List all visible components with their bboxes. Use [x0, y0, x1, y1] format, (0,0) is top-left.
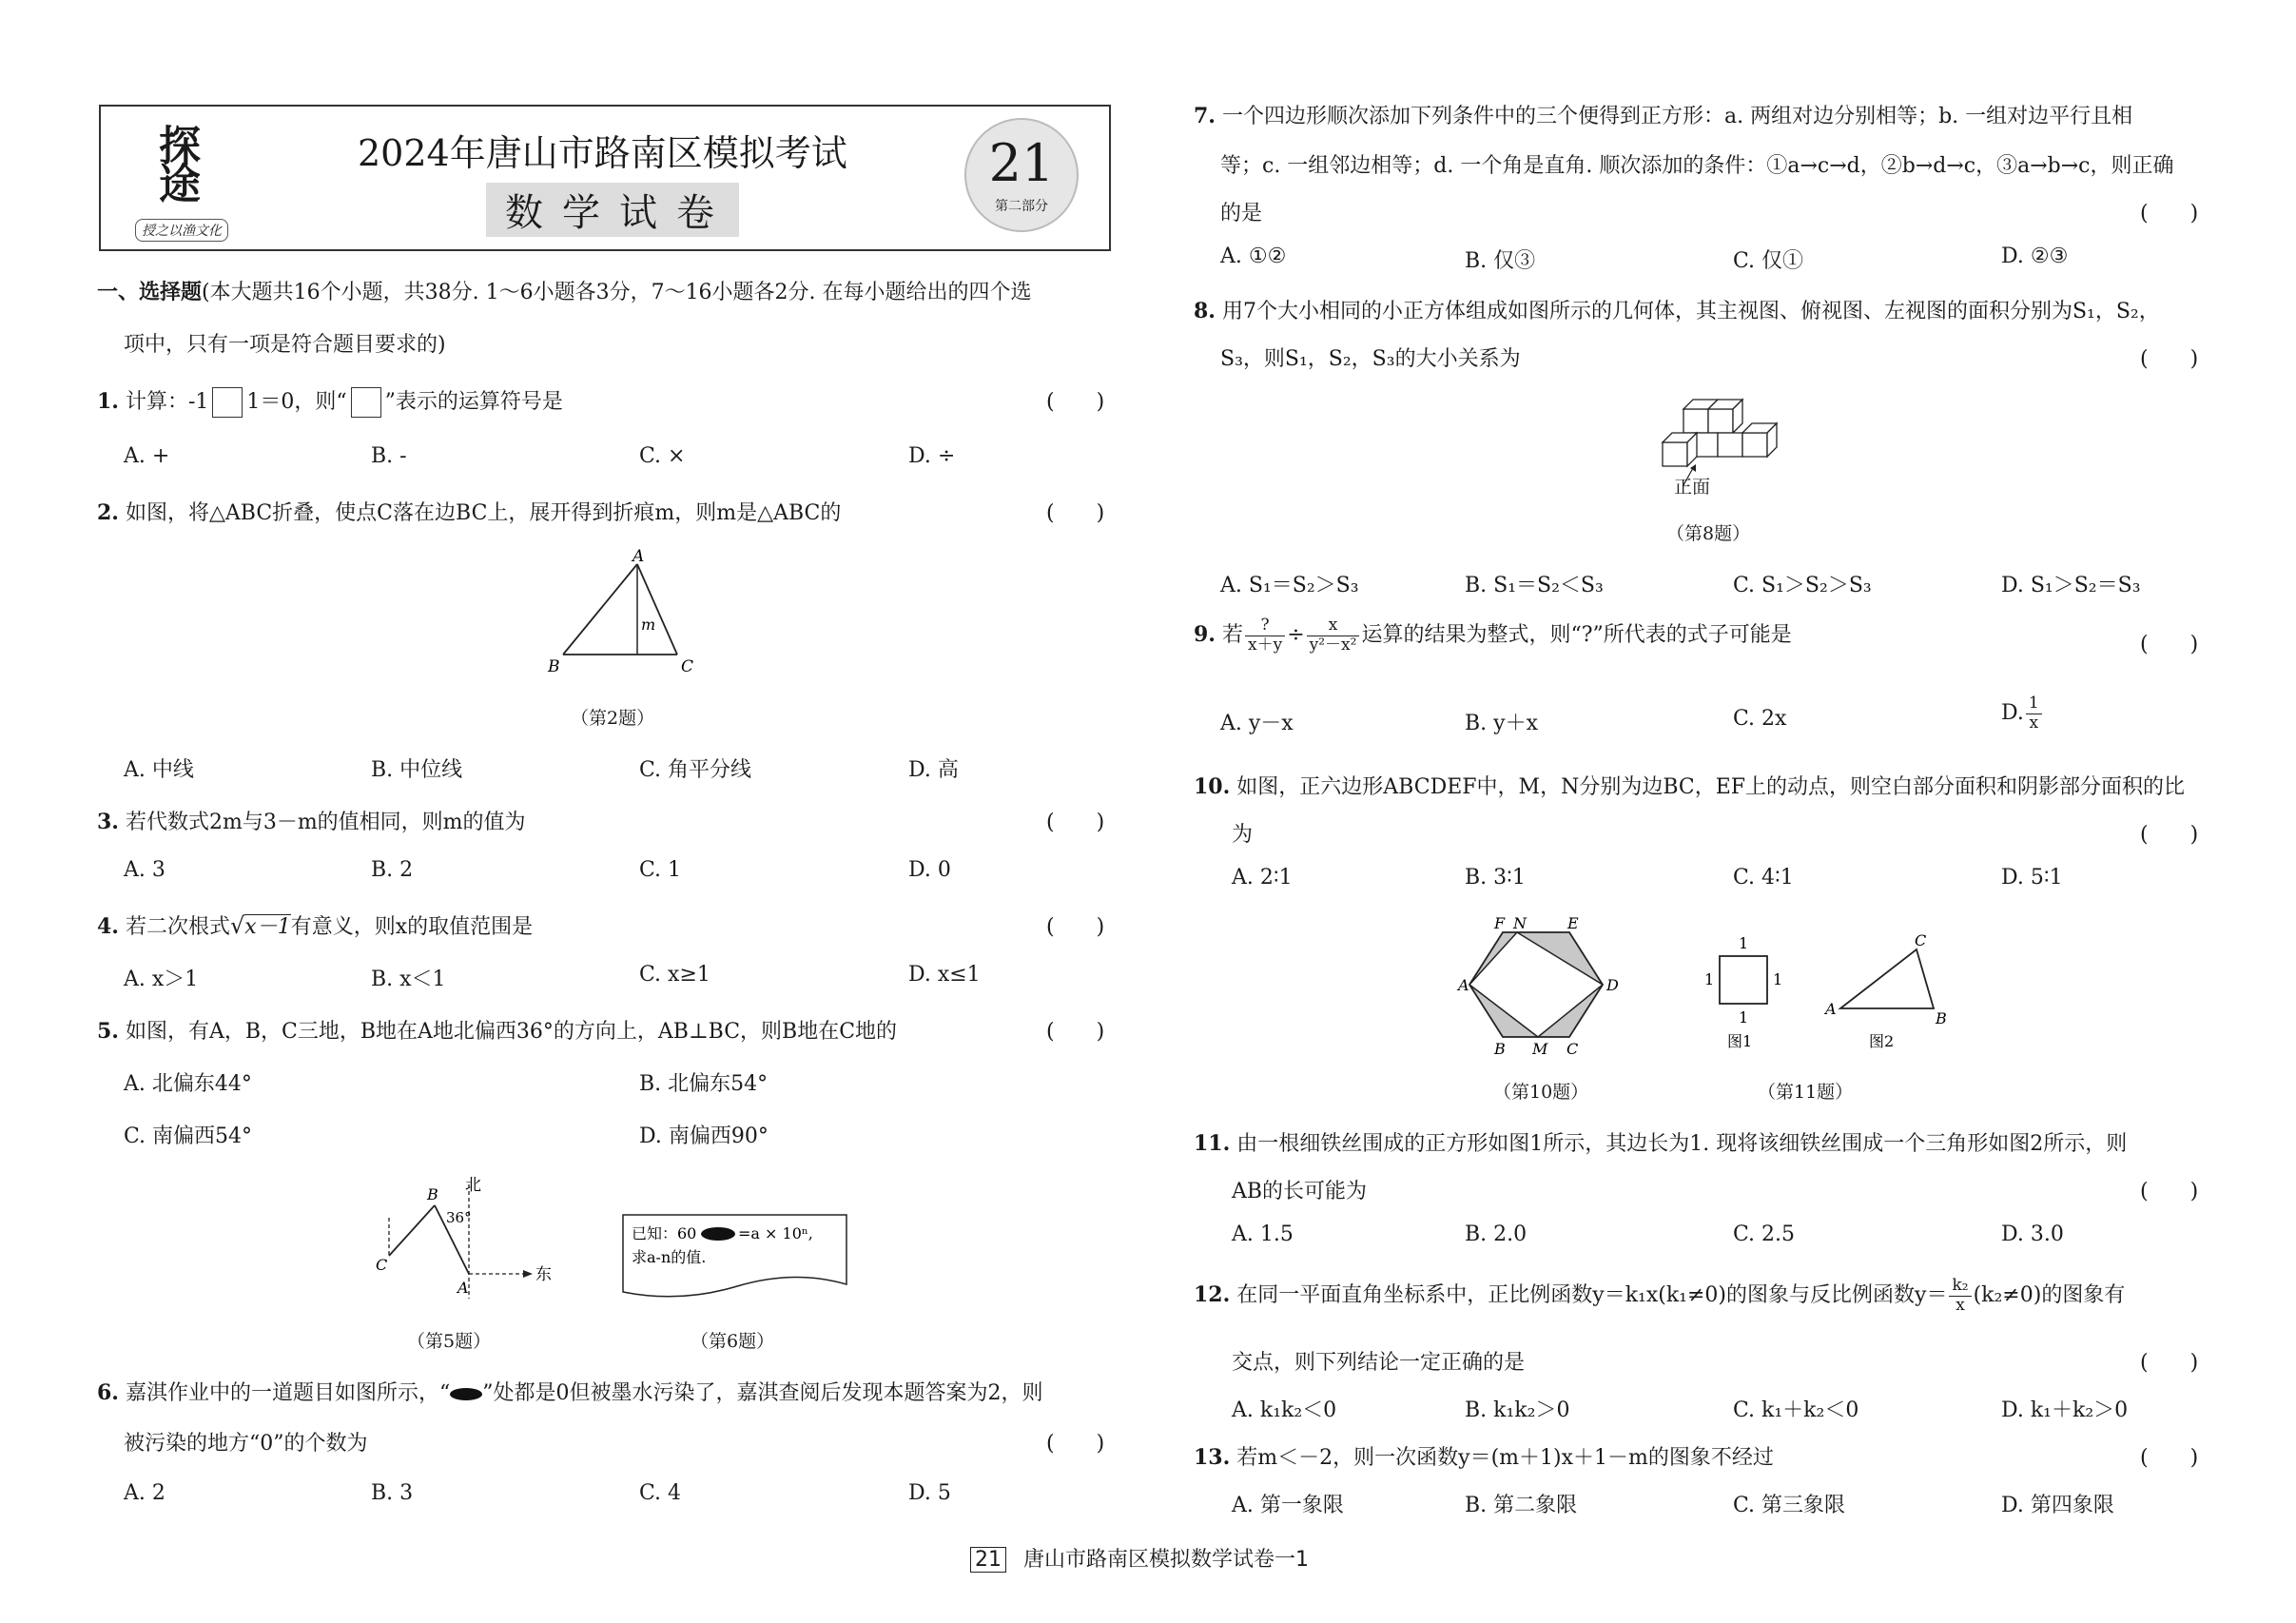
numerator: k₂ — [1949, 1277, 1971, 1297]
denominator: x — [2029, 713, 2039, 733]
question-number: 1. — [97, 389, 119, 414]
option-c: C. 4 — [639, 1481, 682, 1505]
label-angle: 36° — [446, 1209, 472, 1226]
side-left: 1 — [1704, 970, 1715, 988]
blank-box — [351, 387, 381, 418]
figure-q6-card — [618, 1210, 856, 1305]
option-c: C. x≥1 — [639, 963, 710, 987]
option-d: D. 5∶1 — [2001, 866, 2063, 890]
question-text: 有意义，则x的取值范围是 — [290, 915, 534, 939]
option-c: C. × — [639, 444, 686, 468]
figure-caption: （第11题） — [1758, 1082, 1854, 1103]
label-b: B — [548, 657, 560, 676]
question-9 — [1194, 616, 1792, 655]
question-12 — [1194, 1277, 2125, 1315]
question-number: 6. — [97, 1380, 119, 1405]
question-number: 13. — [1194, 1445, 1231, 1470]
question-text: 由一根细铁丝围成的正方形如图1所示，其边长为1. 现将该细铁丝围成一个三角形如图2所示，则 — [1236, 1132, 2128, 1156]
question-number: 4. — [97, 914, 119, 939]
option-c: C. 1 — [639, 858, 682, 882]
footer-number: 21 — [970, 1547, 1006, 1573]
answer-bracket: ( ) — [1046, 501, 1105, 525]
option-d: D. 高 — [908, 758, 959, 782]
option-d: D. k₁＋k₂＞0 — [2001, 1398, 2129, 1422]
option-a: A. x＞1 — [124, 968, 199, 991]
section-description-cont: 项中，只有一项是符合题目要求的) — [124, 333, 446, 357]
fraction-2 — [1307, 616, 1360, 655]
figure-q5-directions — [366, 1175, 556, 1308]
question-text: 如图，正六边形ABCDEF中，M，N分别为边BC，EF上的动点，则空白部分面积和阴影部分面积的比 — [1236, 775, 2186, 799]
label-a: A — [1825, 1000, 1837, 1018]
section-title: 一、选择题 — [97, 280, 203, 304]
answer-bracket: ( ) — [2140, 1351, 2199, 1375]
option-b: B. 3∶1 — [1465, 866, 1526, 890]
blank-box — [212, 387, 243, 418]
answer-bracket: ( ) — [2140, 823, 2199, 847]
question-1 — [97, 385, 563, 418]
option-a: A. k₁k₂＜0 — [1232, 1398, 1337, 1422]
option-a: A. 1.5 — [1232, 1222, 1294, 1246]
option-b: B. - — [371, 444, 407, 468]
label-m: M — [1532, 1040, 1548, 1058]
logo-subtitle: 授之以渔文化 — [135, 219, 228, 242]
figure-caption: （第6题） — [691, 1331, 775, 1352]
question-number: 11. — [1194, 1131, 1231, 1156]
question-8 — [1194, 295, 2160, 324]
question-text-cont: 的是 — [1220, 202, 1263, 225]
option-a: A. 2 — [124, 1481, 165, 1505]
question-text-cont: S₃，则S₁，S₂，S₃的大小关系为 — [1220, 347, 1521, 371]
option-c: C. 4∶1 — [1733, 866, 1794, 890]
answer-bracket: ( ) — [2140, 633, 2199, 656]
option-a: A. 中线 — [124, 758, 194, 782]
label-c: C — [1566, 1040, 1579, 1058]
option-b: B. 2 — [371, 858, 414, 882]
question-number: 3. — [97, 810, 119, 834]
figure-caption: （第8题） — [1666, 523, 1751, 544]
question-text: 一个四边形顺次添加下列条件中的三个便得到正方形：a. 两组对边分别相等；b. 一组对边平行且相 — [1221, 105, 2133, 128]
question-text: 运算的结果为整式，则“?”所代表的式子可能是 — [1361, 623, 1792, 648]
question-11 — [1194, 1127, 2127, 1157]
option-b: B. 中位线 — [371, 758, 463, 782]
label-e: E — [1567, 914, 1579, 932]
option-c: C. 2.5 — [1733, 1222, 1796, 1246]
figure-caption: （第10题） — [1493, 1082, 1589, 1103]
option-d: D. 5 — [908, 1481, 951, 1505]
card-text-1: 已知：60 — [632, 1224, 697, 1242]
question-number: 10. — [1194, 774, 1231, 799]
ink-blot-inline — [450, 1388, 482, 1400]
option-b: B. 仅③ — [1465, 249, 1536, 273]
question-13 — [1194, 1441, 1774, 1471]
figure-caption: （第2题） — [571, 708, 655, 729]
question-text: 如图，将△ABC折叠，使点C落在边BC上，展开得到折痕m，则m是△ABC的 — [125, 501, 842, 525]
label-east: 东 — [535, 1265, 552, 1284]
label-a: A — [457, 1279, 469, 1297]
label-m: m — [641, 616, 656, 634]
option-b: B. 北偏东54° — [639, 1072, 769, 1096]
option-a: A. 第一象限 — [1232, 1494, 1344, 1517]
question-number: 9. — [1194, 622, 1216, 648]
option-c: C. 第三象限 — [1733, 1494, 1846, 1517]
answer-bracket: ( ) — [1046, 1432, 1105, 1456]
question-number: 5. — [97, 1019, 119, 1044]
question-7 — [1194, 100, 2132, 129]
option-b: B. k₁k₂＞0 — [1465, 1398, 1570, 1422]
label-c: C — [376, 1256, 388, 1274]
option-a: A. 北偏东44° — [124, 1072, 252, 1096]
divide-sign: ÷ — [1287, 623, 1305, 648]
option-c: C. 南偏西54° — [124, 1124, 253, 1148]
question-text: (k₂≠0)的图象有 — [1973, 1283, 2126, 1308]
question-text-cont: 为 — [1232, 823, 1254, 847]
logo-mark: 探途 — [151, 124, 200, 200]
option-d: D. ②③ — [2001, 244, 2069, 268]
ink-blot — [701, 1227, 735, 1241]
answer-bracket: ( ) — [1046, 1020, 1105, 1044]
figure-q10-hexagon — [1460, 913, 1622, 1056]
option-b: B. y＋x — [1465, 712, 1538, 735]
question-2 — [97, 497, 841, 526]
option-b: B. x＜1 — [371, 968, 446, 991]
answer-bracket: ( ) — [1046, 915, 1105, 939]
label-c: C — [681, 657, 694, 676]
question-text: 若m＜－2，则一次函数y＝(m＋1)x＋1－m的图象不经过 — [1236, 1446, 1774, 1470]
fraction-1 — [1245, 616, 1285, 655]
fraction-k2-x — [1949, 1277, 1971, 1315]
option-c: C. 2x — [1733, 707, 1787, 731]
front-label: 正面 — [1674, 477, 1711, 498]
question-number: 12. — [1194, 1282, 1231, 1308]
question-3 — [97, 806, 526, 835]
figure-caption: （第5题） — [407, 1331, 492, 1352]
fraction-option-d — [2026, 694, 2042, 733]
badge-number: 21 — [988, 133, 1055, 193]
answer-bracket: ( ) — [1046, 390, 1105, 414]
figure-q11-square — [1703, 928, 1783, 1061]
option-a: A. 3 — [124, 858, 165, 882]
answer-bracket: ( ) — [1046, 811, 1105, 834]
option-a: A. ①② — [1220, 244, 1287, 268]
section-description: (本大题共16个小题，共38分. 1～6小题各3分，7～16小题各2分. 在每小题给出的四个选 — [202, 281, 1032, 304]
question-text: ”处都是0但被墨水污染了，嘉淇查阅后发现本题答案为2，则 — [482, 1381, 1043, 1405]
label-a: A — [1458, 976, 1469, 994]
question-text-cont: 交点，则下列结论一定正确的是 — [1232, 1351, 1526, 1375]
sqrt-sign: √ — [229, 912, 245, 939]
numerator: ? — [1245, 616, 1285, 636]
option-a: A. 2∶1 — [1232, 866, 1293, 890]
question-text: 如图，有A，B，C三地，B地在A地北偏西36°的方向上，AB⊥BC，则B地在C地的 — [125, 1020, 898, 1044]
question-text: 若二次根式 — [125, 915, 230, 939]
question-text: 若 — [1221, 623, 1243, 648]
option-d: D. 南偏西90° — [639, 1124, 769, 1148]
page-footer — [970, 1543, 1309, 1573]
option-d: D. 0 — [908, 858, 951, 882]
question-text: 计算：-1 — [125, 390, 209, 414]
denominator: x＋y — [1247, 635, 1283, 655]
answer-bracket: ( ) — [2140, 1446, 2199, 1470]
question-text: 在同一平面直角坐标系中，正比例函数y＝k₁x(k₁≠0)的图象与反比例函数y＝ — [1236, 1283, 1948, 1308]
exam-header — [99, 105, 1111, 251]
question-text: ”表示的运算符号是 — [384, 390, 563, 414]
figure-q2-triangle — [542, 547, 694, 676]
question-text: 嘉淇作业中的一道题目如图所示，“ — [125, 1381, 451, 1405]
label-b: B — [1936, 1009, 1947, 1027]
exam-subtitle: 数学试卷 — [486, 183, 739, 237]
question-5 — [97, 1015, 897, 1045]
label-c: C — [1915, 931, 1927, 949]
option-d: D. 第四象限 — [2001, 1494, 2114, 1517]
question-text-cont: 等；c. 一组邻边相等；d. 一个角是直角. 顺次添加的条件：①a→c→d，②b→d→c，③a→b→c，则正确 — [1220, 154, 2174, 178]
side-top: 1 — [1739, 934, 1749, 952]
fig2-label: 图2 — [1869, 1032, 1895, 1050]
label-b: B — [427, 1185, 438, 1203]
label-f: F — [1494, 914, 1506, 932]
question-number: 2. — [97, 500, 119, 525]
question-10 — [1194, 771, 2185, 800]
option-d: D. ÷ — [908, 444, 956, 468]
option-b: B. 第二象限 — [1465, 1494, 1578, 1517]
option-c: C. S₁＞S₂＞S₃ — [1733, 574, 1872, 597]
option-d-label: D. — [2001, 701, 2024, 726]
denominator: y²－x² — [1309, 635, 1357, 655]
denominator: x — [1955, 1295, 1965, 1315]
question-text-cont: 被污染的地方“0”的个数为 — [124, 1432, 368, 1456]
question-text: 若代数式2m与3－m的值相同，则m的值为 — [125, 811, 526, 834]
label-d: D — [1606, 976, 1619, 994]
figure-q11-triangle — [1821, 932, 1945, 1056]
question-6 — [97, 1377, 1042, 1406]
side-bottom: 1 — [1739, 1008, 1749, 1027]
option-b: B. 2.0 — [1465, 1222, 1527, 1246]
side-right: 1 — [1773, 970, 1783, 988]
badge-part-text: 第二部分 — [995, 199, 1048, 214]
question-number: 7. — [1194, 104, 1216, 128]
option-a: A. + — [124, 444, 170, 468]
option-a: A. S₁＝S₂＞S₃ — [1220, 574, 1359, 597]
option-c: C. 角平分线 — [639, 758, 752, 782]
option-d — [2001, 694, 2044, 733]
answer-bracket: ( ) — [2140, 347, 2199, 371]
answer-bracket: ( ) — [2140, 1180, 2199, 1203]
card-text-2: 求a-n的值. — [632, 1248, 707, 1266]
option-d: D. S₁＞S₂＝S₃ — [2001, 574, 2141, 597]
option-b: B. S₁＝S₂＜S₃ — [1465, 574, 1604, 597]
publisher-logo — [139, 124, 243, 239]
option-c: C. 仅① — [1733, 249, 1804, 273]
numerator: 1 — [2026, 694, 2042, 714]
answer-bracket: ( ) — [2140, 202, 2199, 225]
card-text-1b: =a × 10ⁿ, — [738, 1224, 813, 1242]
exam-number-badge — [964, 118, 1079, 232]
option-d: D. x≤1 — [908, 963, 981, 987]
label-n: N — [1513, 914, 1527, 932]
question-number: 8. — [1194, 299, 1216, 323]
label-a: A — [632, 547, 645, 566]
label-b: B — [1494, 1040, 1506, 1058]
fig1-label: 图1 — [1727, 1032, 1753, 1050]
footer-text: 唐山市路南区模拟数学试卷一1 — [1023, 1548, 1309, 1572]
option-c: C. k₁＋k₂＜0 — [1733, 1398, 1859, 1422]
question-text: 1＝0，则“ — [246, 390, 347, 414]
option-d: D. 3.0 — [2001, 1222, 2064, 1246]
label-north: 北 — [465, 1176, 481, 1195]
numerator: x — [1307, 616, 1360, 636]
option-b: B. 3 — [371, 1481, 414, 1505]
radicand: x－1 — [244, 915, 291, 939]
question-text: 用7个大小相同的小正方体组成如图所示的几何体，其主视图、俯视图、左视图的面积分别为S₁，S₂， — [1221, 300, 2160, 323]
exam-title: 2024年唐山市路南区模拟考试 — [358, 132, 847, 174]
question-text-cont: AB的长可能为 — [1232, 1180, 1368, 1203]
option-a: A. y－x — [1220, 712, 1294, 735]
question-4 — [97, 910, 533, 940]
